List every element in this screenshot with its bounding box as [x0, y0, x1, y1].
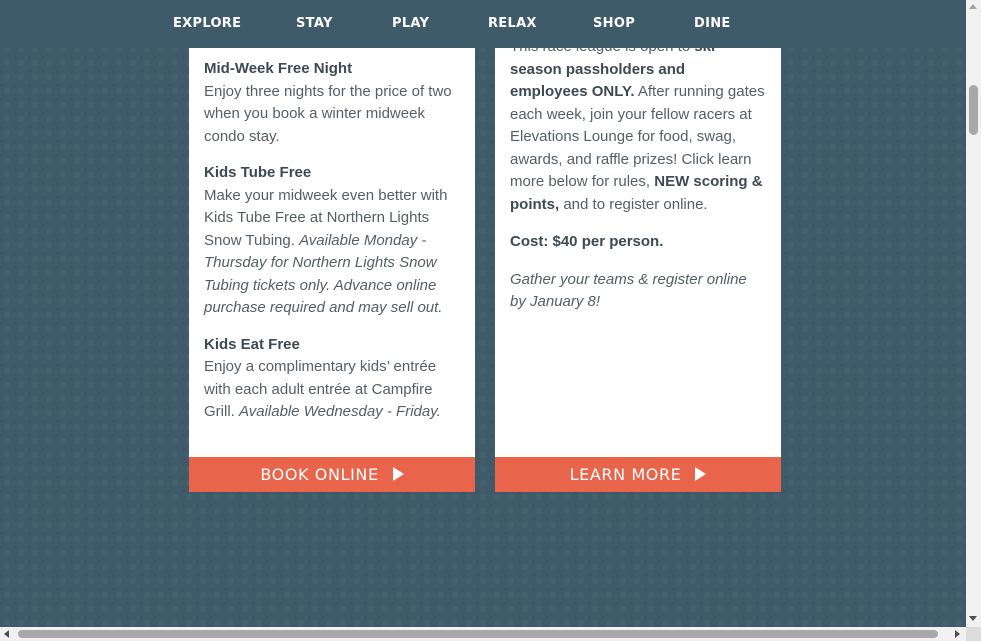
offer-title: Mid-Week Free Night: [204, 60, 353, 77]
description-text: After running gates each week, join your fellow racers at Elevations Lounge for food, swag, awards, and raffle prizes! Click learn more below for rules,: [510, 83, 765, 190]
learn-more-button[interactable]: [495, 457, 781, 492]
book-online-button[interactable]: [189, 457, 475, 492]
offer-text: Enjoy three nights for the price of two when you book a winter midweek condo stay.: [204, 82, 452, 145]
nav-explore[interactable]: EXPLORE: [173, 16, 242, 31]
offer-kids-eat-free: [204, 334, 460, 424]
race-league-card: [495, 20, 781, 457]
race-league-card-body: [495, 20, 781, 314]
scroll-left-arrow-icon[interactable]: [4, 630, 9, 638]
register-text: and to register online.: [559, 195, 708, 213]
learn-more-label: LEARN MORE: [569, 465, 682, 484]
play-arrow-icon: [695, 467, 706, 481]
nav-play[interactable]: PLAY: [392, 16, 430, 31]
vertical-scroll-thumb[interactable]: [969, 85, 978, 135]
horizontal-scroll-thumb[interactable]: [18, 630, 938, 638]
offer-text: Make your midweek even better with Kids Tube Free at Northern Lights Snow Tubing.: [204, 186, 448, 249]
play-arrow-icon: [393, 467, 404, 481]
deadline-note: Gather your teams & register online by January 8!: [510, 270, 747, 310]
cost-text: Cost: $40 per person.: [510, 233, 664, 250]
nav-relax[interactable]: RELAX: [488, 16, 537, 31]
nav-shop[interactable]: SHOP: [593, 16, 636, 31]
new-scoring-text: NEW scoring & points,: [510, 173, 763, 213]
scroll-down-arrow-icon[interactable]: [969, 616, 977, 621]
scroll-right-arrow-icon[interactable]: [955, 630, 960, 638]
race-league-description: [510, 36, 766, 216]
offers-card: [189, 20, 475, 457]
offer-text: Enjoy a complimentary kids’ entrée with each adult entrée at Campfire Grill.: [204, 358, 437, 420]
offer-title: Kids Eat Free: [204, 335, 300, 353]
offer-mid-week-free-night: [204, 58, 460, 148]
top-navigation: [0, 0, 966, 48]
offer-note: Available Monday - Thursday for Northern Lights Snow Tubing tickets only. Advance online purchase required and may sell out.: [204, 231, 443, 316]
offers-card-body: [189, 20, 475, 424]
scrollbar-corner: [966, 627, 981, 641]
scroll-up-arrow-icon[interactable]: [969, 4, 977, 9]
eligibility-text: season passholders and employees ONLY.: [510, 60, 686, 100]
offer-kids-tube-free: [204, 162, 460, 320]
nav-stay[interactable]: STAY: [296, 16, 333, 31]
vertical-scrollbar[interactable]: [966, 0, 981, 627]
offer-title: Kids Tube Free: [204, 164, 312, 181]
book-online-label: BOOK ONLINE: [260, 465, 379, 484]
offer-note: Available Wednesday - Friday.: [239, 403, 441, 420]
nav-dine[interactable]: DINE: [694, 16, 731, 31]
horizontal-scrollbar[interactable]: [0, 627, 966, 641]
